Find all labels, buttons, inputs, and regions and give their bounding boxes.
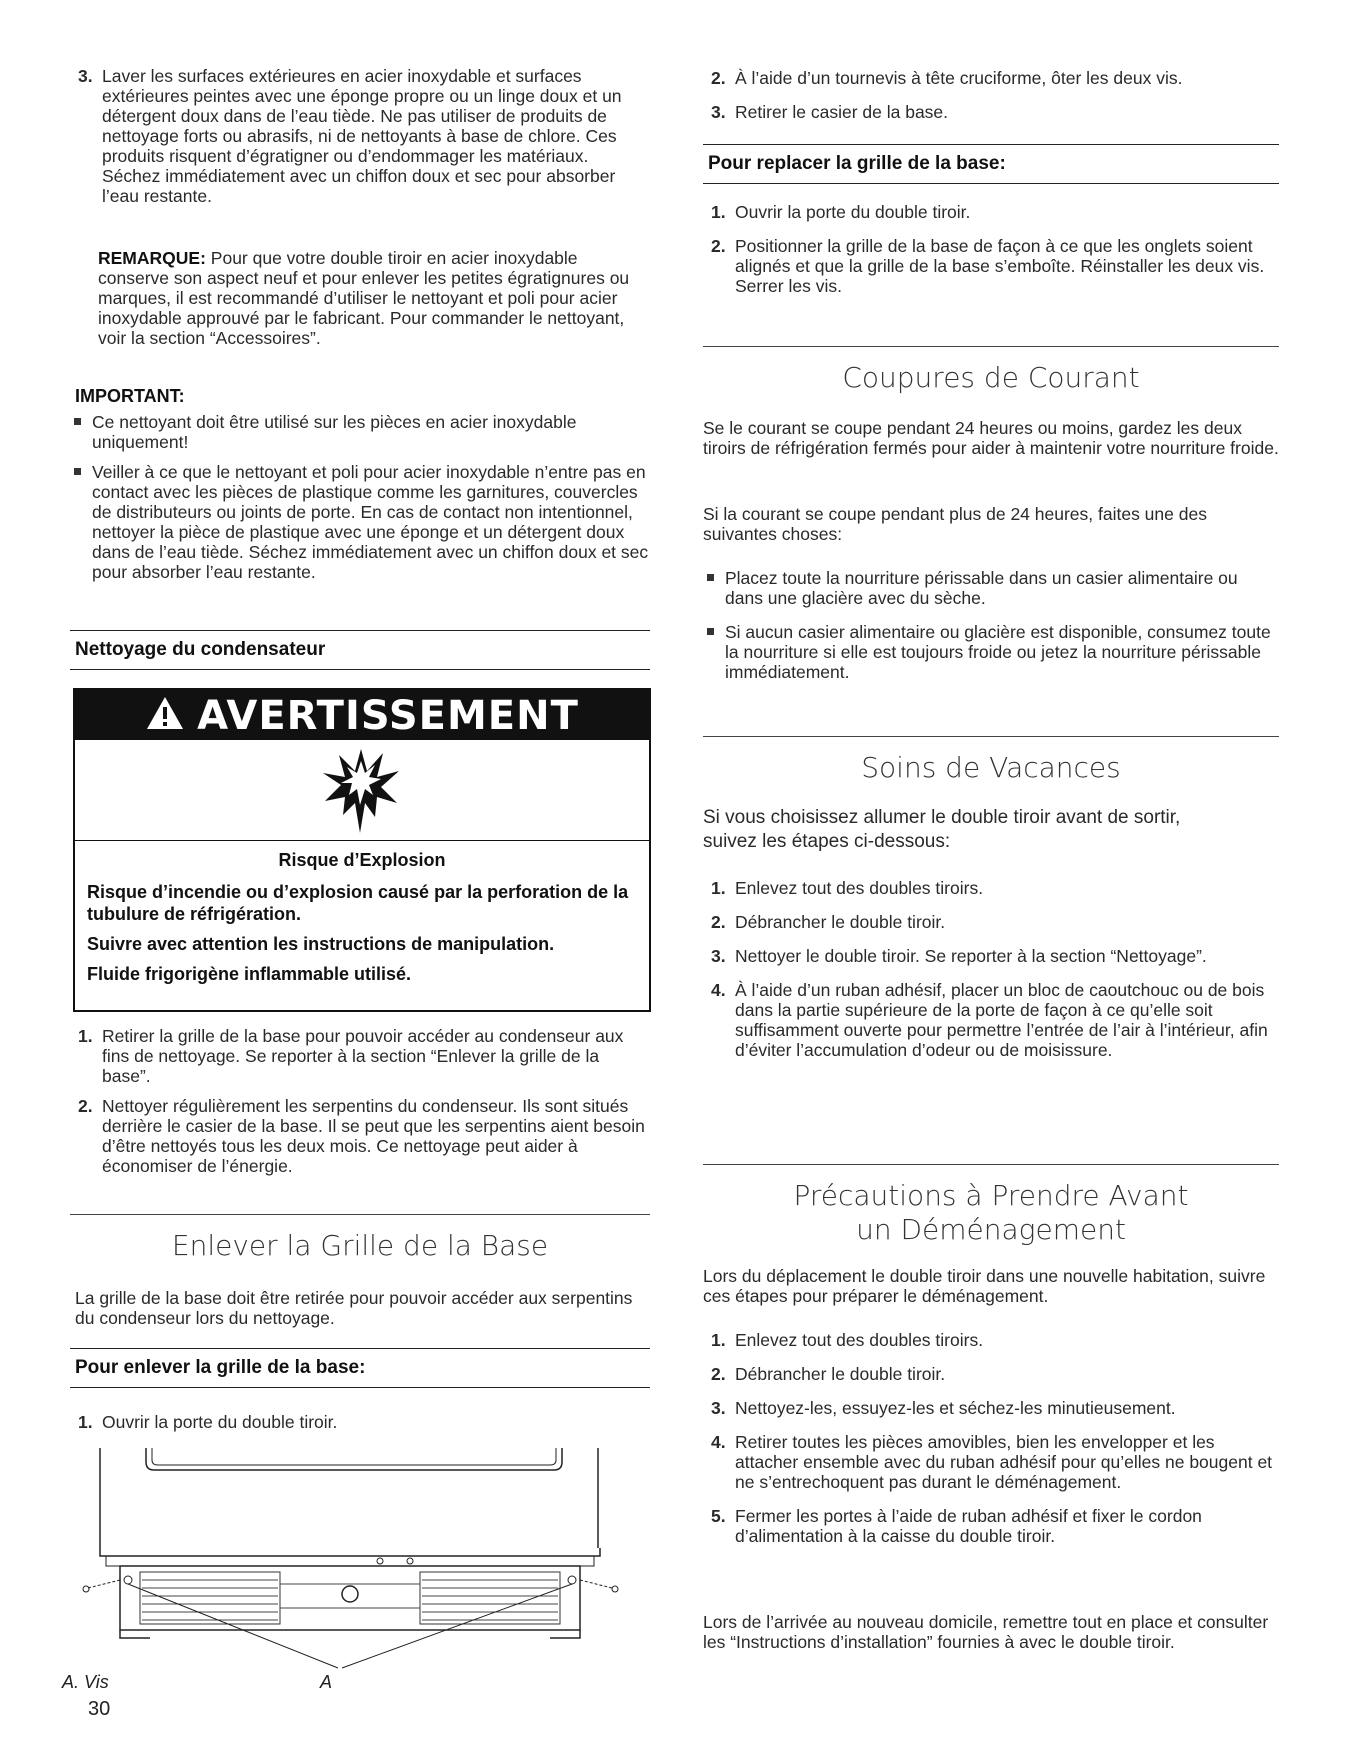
replace-grille-heading: Pour replacer la grille de la base:: [703, 144, 1279, 184]
step-3: 3. Laver les surfaces extérieures en acier inoxydable et surfaces extérieures peintes avec une éponge propre ou un linge doux et un détergent doux dans de l’eau tiède. Ne pas utiliser de produits de nettoyage forts ou abrasifs, ni de nettoyants à base de chlore. Ces produits risquent d’égratigner ou d’endommager les matériaux. Séchez immédiatement avec un chiffon doux et sec pour absorber l’eau restante.: [78, 66, 622, 206]
base-grille-diagram: [80, 1448, 640, 1673]
important-bullets: [70, 412, 650, 582]
list-item: 3. Nettoyez-les, essuyez-les et séchez-les minutieusement.: [711, 1398, 1176, 1418]
list-item: 4. Retirer toutes les pièces amovibles, bien les envelopper et les attacher ensemble avec du ruban adhésif pour qu’elles ne bougent et ne s’entrechoquent pas durant le déménagement.: [711, 1432, 1273, 1492]
remove-steps-continued: [703, 68, 1279, 122]
power-bullets: [703, 568, 1279, 682]
warning-triangle-icon: [145, 692, 185, 744]
remarque-note: REMARQUE: Pour que votre double tiroir en acier inoxydable conserve son aspect neuf et pour enlever les petites égratignures ou marques, il est recommandé d’utiliser le nettoyant et poli pour acier inoxydable approuvé par le fabricant. Pour commander le nettoyant, voir la section “Accessoires”.: [98, 248, 630, 348]
list-item: 2. Nettoyer régulièrement les serpentins du condenseur. Ils sont situés derrière le casier de la base. Il se peut que les serpentins aient besoin d’être nettoyés tous les deux mois. Ce nettoyage peut aider à économiser de l’énergie.: [78, 1096, 645, 1176]
warning-line-2: Suivre avec attention les instructions de manipulation.: [87, 934, 555, 954]
condenser-steps: [70, 1026, 650, 1176]
page-number: 30: [88, 1698, 111, 1720]
list-item: 3. Nettoyer le double tiroir. Se reporter à la section “Nettoyage”.: [711, 946, 1207, 966]
list-item: 2. Positionner la grille de la base de façon à ce que les onglets soient alignés et que la grille de la base s’emboîte. Réinstaller les deux vis. Serrer les vis.: [711, 236, 1265, 296]
important-label: IMPORTANT:: [75, 386, 185, 406]
list-item: 2. Débrancher le double tiroir.: [711, 1364, 946, 1384]
warning-box: [73, 688, 651, 1012]
warning-banner: AVERTISSEMENT: [75, 690, 649, 740]
risk-title: Risque d’Explosion: [278, 850, 446, 870]
list-item: 1. Ouvrir la porte du double tiroir.: [78, 1412, 338, 1432]
moving-title: Précautions à Prendre Avant un Déménagement: [703, 1164, 1279, 1247]
vacation-title: Soins de Vacances: [703, 736, 1279, 785]
list-item: Si aucun casier alimentaire ou glacière est disponible, consumez toute la nourriture si elle est toujours froide ou jetez la nourriture périssable immédiatement.: [703, 622, 1279, 682]
figure-callout: A: [320, 1672, 333, 1692]
bullet-icon: [74, 418, 81, 425]
list-item: 1. Enlevez tout des doubles tiroirs.: [711, 878, 984, 898]
moving-intro: Lors du déplacement le double tiroir dans une nouvelle habitation, suivre ces étapes pour préparer le déménagement.: [703, 1266, 1266, 1306]
power-paragraph-2: Si la courant se coupe pendant plus de 24 heures, faites une des suivantes choses:: [703, 504, 1207, 544]
explosion-icon: [315, 745, 405, 835]
figure-caption: A. Vis: [62, 1672, 109, 1692]
bullet-icon: [74, 468, 81, 475]
warning-line-1: Risque d’incendie ou d’explosion causé par la perforation de la tubulure de réfrigération.: [87, 882, 629, 924]
list-item: Placez toute la nourriture périssable dans un casier alimentaire ou dans une glacière avec du sèche.: [703, 568, 1279, 608]
grille-intro: La grille de la base doit être retirée pour pouvoir accéder aux serpentins du condenseur lors du nettoyage.: [75, 1288, 633, 1328]
power-outage-title: Coupures de Courant: [703, 346, 1279, 395]
list-item: Ce nettoyant doit être utilisé sur les pièces en acier inoxydable uniquement!: [70, 412, 650, 452]
list-item: Veiller à ce que le nettoyant et poli pour acier inoxydable n’entre pas en contact avec les pièces de plastique comme les garnitures, couvercles de distributeurs ou joints de porte. En cas de contact non intentionnel, nettoyer la pièce de plastique avec une éponge et un détergent doux dans de l’eau tiède. Séchez immédiatement avec un chiffon doux et sec pour absorber l’eau restante.: [70, 462, 650, 582]
bullet-icon: [707, 628, 714, 635]
list-item: 3. Retirer le casier de la base.: [711, 102, 949, 122]
list-item: 1. Ouvrir la porte du double tiroir.: [711, 202, 971, 222]
list-item: 1. Enlevez tout des doubles tiroirs.: [711, 1330, 984, 1350]
moving-outro: Lors de l’arrivée au nouveau domicile, remettre tout en place et consulter les “Instructions d’installation” fournies à avec le double tiroir.: [703, 1612, 1269, 1652]
list-item: 4. À l’aide d’un ruban adhésif, placer un bloc de caoutchouc ou de bois dans la partie supérieure de la porte de façon à ce qu’elle soit suffisamment ouverte pour permettre l’entrée de l’air à l’intérieur, afin d’éviter l’accumulation d’odeur ou de moisissure.: [711, 980, 1268, 1060]
list-item: 2. Débrancher le double tiroir.: [711, 912, 946, 932]
remove-grille-heading: Pour enlever la grille de la base:: [70, 1348, 650, 1388]
list-item: 1. Retirer la grille de la base pour pouvoir accéder au condenseur aux fins de nettoyage. Se reporter à la section “Enlever la grille de la base”.: [78, 1026, 624, 1086]
moving-steps: [703, 1330, 1279, 1546]
condenser-heading: Nettoyage du condensateur: [70, 630, 650, 670]
grille-section-title: Enlever la Grille de la Base: [70, 1214, 650, 1263]
bullet-icon: [707, 574, 714, 581]
replace-steps: [703, 202, 1279, 296]
vacation-intro: Si vous choisissez allumer le double tiroir avant de sortir, suivez les étapes ci-dessous:: [703, 807, 1181, 852]
list-item: 2. À l’aide d’un tournevis à tête cruciforme, ôter les deux vis.: [711, 68, 1183, 88]
warning-line-3: Fluide frigorigène inflammable utilisé.: [87, 964, 412, 984]
vacation-steps: [703, 878, 1279, 1060]
power-paragraph-1: Se le courant se coupe pendant 24 heures ou moins, gardez les deux tiroirs de réfrigération fermés pour aider à maintenir votre nourriture froide.: [703, 418, 1279, 458]
list-item: 5. Fermer les portes à l’aide de ruban adhésif et fixer le cordon d’alimentation à la caisse du double tiroir.: [711, 1506, 1202, 1546]
